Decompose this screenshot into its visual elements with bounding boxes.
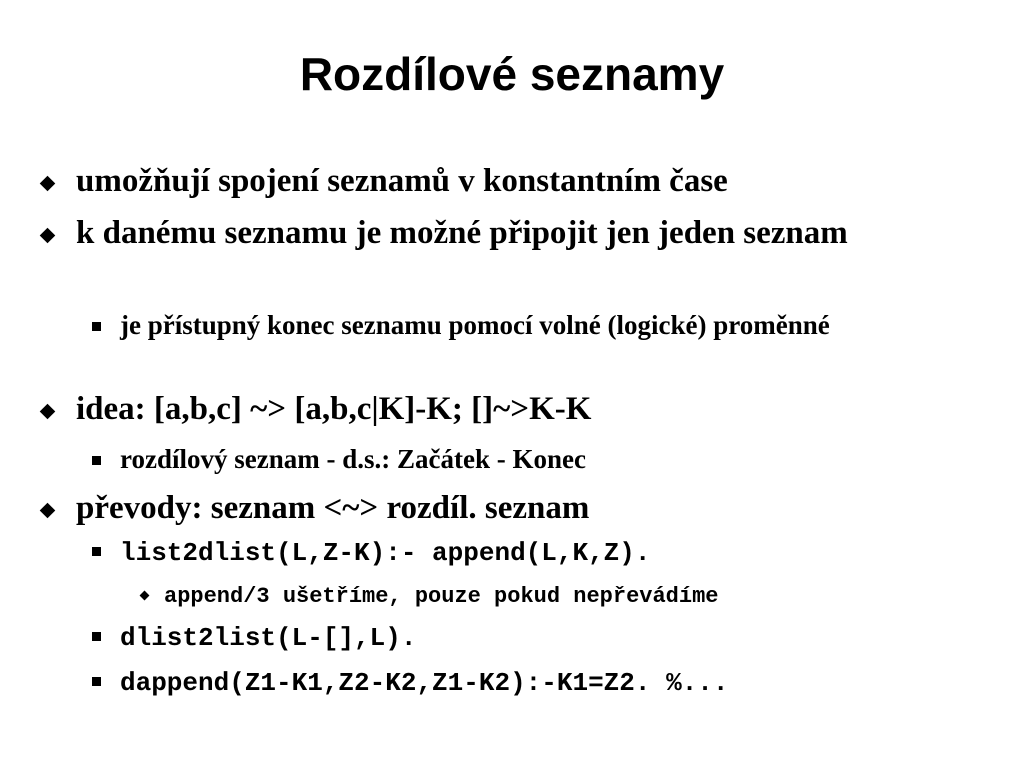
square-bullet-icon — [92, 322, 101, 331]
diamond-bullet-icon — [40, 404, 56, 420]
bullet-item: umožňují spojení seznamů v konstantním čase — [76, 163, 728, 199]
bullet-item: je přístupný konec seznamu pomocí volné (logické) proměnné — [120, 310, 830, 340]
bullet-item: idea: [a,b,c] ~> [a,b,c|K]-K; []~>K-K — [76, 391, 592, 427]
slide-title: Rozdílové seznamy — [299, 48, 725, 100]
diamond-bullet-icon — [40, 228, 56, 244]
bullet-item: dlist2list(L-[],L). — [120, 623, 417, 653]
square-bullet-icon — [92, 677, 101, 686]
square-bullet-icon — [92, 456, 101, 465]
diamond-bullet-icon — [40, 503, 56, 519]
diamond-bullet-icon — [140, 591, 150, 601]
bullet-item: append/3 ušetříme, pouze pokud nepřevádíme — [164, 584, 719, 609]
diamond-bullet-icon — [40, 176, 56, 192]
bullet-item: převody: seznam <~> rozdíl. seznam — [76, 490, 590, 526]
bullet-item: dappend(Z1-K1,Z2-K2,Z1-K2):-K1=Z2. %... — [120, 668, 729, 698]
bullet-item: list2dlist(L,Z-K):- append(L,K,Z). — [120, 538, 651, 568]
bullet-item: k danému seznamu je možné připojit jen jeden seznam — [76, 215, 848, 251]
bullet-item: rozdílový seznam - d.s.: Začátek - Konec — [120, 444, 586, 474]
square-bullet-icon — [92, 547, 101, 556]
square-bullet-icon — [92, 632, 101, 641]
